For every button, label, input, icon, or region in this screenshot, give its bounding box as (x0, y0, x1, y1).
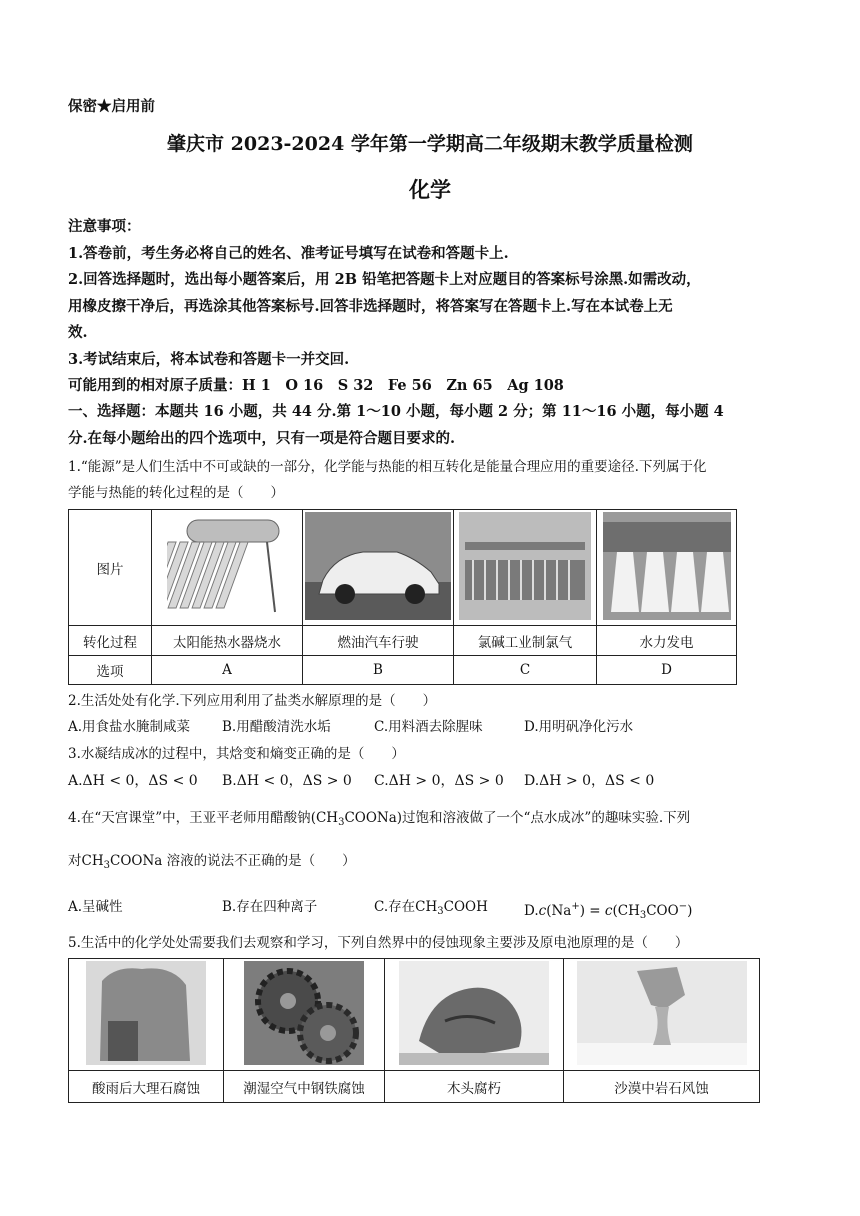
q4-option-b: B.存在四种离子 (222, 899, 318, 915)
q5-stem: 5.生活中的化学处处需要我们去观察和学习，下列自然界中的侵蚀现象主要涉及原电池原理的是（ ） (68, 935, 689, 951)
steel-corrosion-image (224, 959, 385, 1071)
confidential-label: 保密★启用前 (68, 98, 155, 115)
section1-instructions-line1: 一、选择题：本题共 16 小题，共 44 分.第 1～10 小题，每小题 2 分；第 11～16 小题，每小题 4 (68, 403, 724, 420)
q5-caption-wood: 木头腐朽 (385, 1071, 564, 1103)
note-2-line2: 用橡皮擦干净后，再选涂其他答案标号.回答非选择题时，将答案写在答题卡上.写在本试卷上无 (68, 298, 673, 315)
wind-erosion-rock-image (564, 959, 760, 1071)
q2-stem: 2.生活处处有化学.下列应用利用了盐类水解原理的是（ ） (68, 693, 437, 709)
note-2-line3: 效. (68, 324, 88, 341)
q4-option-c (374, 897, 488, 922)
q1-process-d: 水力发电 (597, 626, 737, 656)
q3-option-a: A.ΔH < 0，ΔS < 0 (68, 773, 198, 789)
car-image (303, 510, 454, 626)
wood-icon (399, 961, 549, 1065)
q5-caption-rock: 沙漠中岩石风蚀 (564, 1071, 760, 1103)
section1-instructions-line2: 分.在每小题给出的四个选项中，只有一项是符合题目要求的. (68, 430, 456, 447)
note-2-line1: 2.回答选择题时，选出每小题答案后，用 2B 铅笔把答题卡上对应题目的答案标号涂黑.如需改动， (68, 271, 701, 288)
q1-process-b: 燃油汽车行驶 (303, 626, 454, 656)
q1-table (68, 509, 737, 685)
gear-icon (244, 961, 364, 1065)
exam-title: 肇庆市 2023-2024 学年第一学期高二年级期末教学质量检测 (167, 133, 693, 155)
subject-title: 化学 (409, 177, 451, 202)
q1-option-b: B (303, 656, 454, 685)
q1-process-a: 太阳能热水器烧水 (152, 626, 303, 656)
q3-option-d: D.ΔH > 0，ΔS < 0 (524, 773, 655, 789)
dam-icon (603, 512, 731, 620)
q3-option-c: C.ΔH > 0，ΔS > 0 (374, 773, 504, 789)
q4-option-c-prefix: C.存在 (374, 899, 416, 915)
q1-row-label-image: 图片 (69, 510, 152, 626)
atomic-masses: 可能用到的相对原子质量：H 1 O 16 S 32 Fe 56 Zn 65 Ag 108 (68, 377, 564, 394)
q4-formula-acetic-acid: $CH_3COOH$ (415, 899, 488, 917)
q1-process-c: 氯碱工业制氯气 (454, 626, 597, 656)
q5-caption-marble: 酸雨后大理石腐蚀 (69, 1071, 224, 1103)
q4-stem-line2 (68, 851, 356, 876)
rock-icon (577, 961, 747, 1065)
q4-stem-line2-post: 溶液的说法不正确的是（ ） (166, 853, 356, 869)
q1-option-a: A (152, 656, 303, 685)
q5-table (68, 958, 760, 1103)
q4-stem-line1-post: 过饱和溶液做了一个“点水成冰”的趣味实验.下列 (402, 810, 691, 826)
rotting-wood-image (385, 959, 564, 1071)
solar-heater-icon (167, 512, 287, 620)
q4-formula-sodium-acetate-2: $CH_3COONa$ (81, 853, 167, 871)
q2-option-c: C.用料酒去除腥味 (374, 719, 483, 735)
chlor-alkali-plant-image (454, 510, 597, 626)
q4-formula-sodium-acetate: $(CH_3COONa)$ (310, 810, 403, 828)
note-3: 3.考试结束后，将本试卷和答题卡一并交回. (68, 351, 350, 368)
q4-option-a: A.呈碱性 (68, 899, 123, 915)
q1-option-c: C (454, 656, 597, 685)
note-1: 1.答卷前，考生务必将自己的姓名、准考证号填写在试卷和答题卡上. (68, 245, 509, 262)
q4-formula-concentration: $c(Na^+) = c(CH_3COO^-)$ (538, 901, 693, 921)
notes-heading: 注意事项： (68, 218, 141, 235)
q4-option-d-prefix: D. (524, 903, 539, 919)
q2-option-b: B.用醋酸清洗水垢 (222, 719, 331, 735)
q4-stem-line1 (68, 808, 690, 833)
q5-caption-steel: 潮湿空气中钢铁腐蚀 (224, 1071, 385, 1103)
factory-icon (459, 512, 591, 620)
q1-row-label-process: 转化过程 (69, 626, 152, 656)
solar-heater-image (152, 510, 303, 626)
q1-stem-line1: 1.“能源”是人们生活中不可或缺的一部分，化学能与热能的相互转化是能量合理应用的重要途径.下列属于化 (68, 459, 707, 475)
q4-stem-line2-pre: 对 (68, 853, 82, 869)
marble-corrosion-image (69, 959, 224, 1071)
q3-stem: 3.水凝结成冰的过程中，其焓变和熵变正确的是（ ） (68, 746, 405, 762)
q1-option-d: D (597, 656, 737, 685)
car-icon (305, 512, 451, 620)
q2-option-a: A.用食盐水腌制咸菜 (68, 719, 191, 735)
hydropower-dam-image (597, 510, 737, 626)
q4-stem-line1-pre: 4.在“天宫课堂”中，王亚平老师用醋酸钠 (68, 810, 311, 826)
q1-stem-line2: 学能与热能的转化过程的是（ ） (68, 485, 284, 501)
q3-option-b: B.ΔH < 0，ΔS > 0 (222, 773, 352, 789)
q4-option-d (524, 897, 692, 926)
marble-icon (86, 961, 206, 1065)
q2-option-d: D.用明矾净化污水 (524, 719, 634, 735)
q1-row-label-option: 选项 (69, 656, 152, 685)
